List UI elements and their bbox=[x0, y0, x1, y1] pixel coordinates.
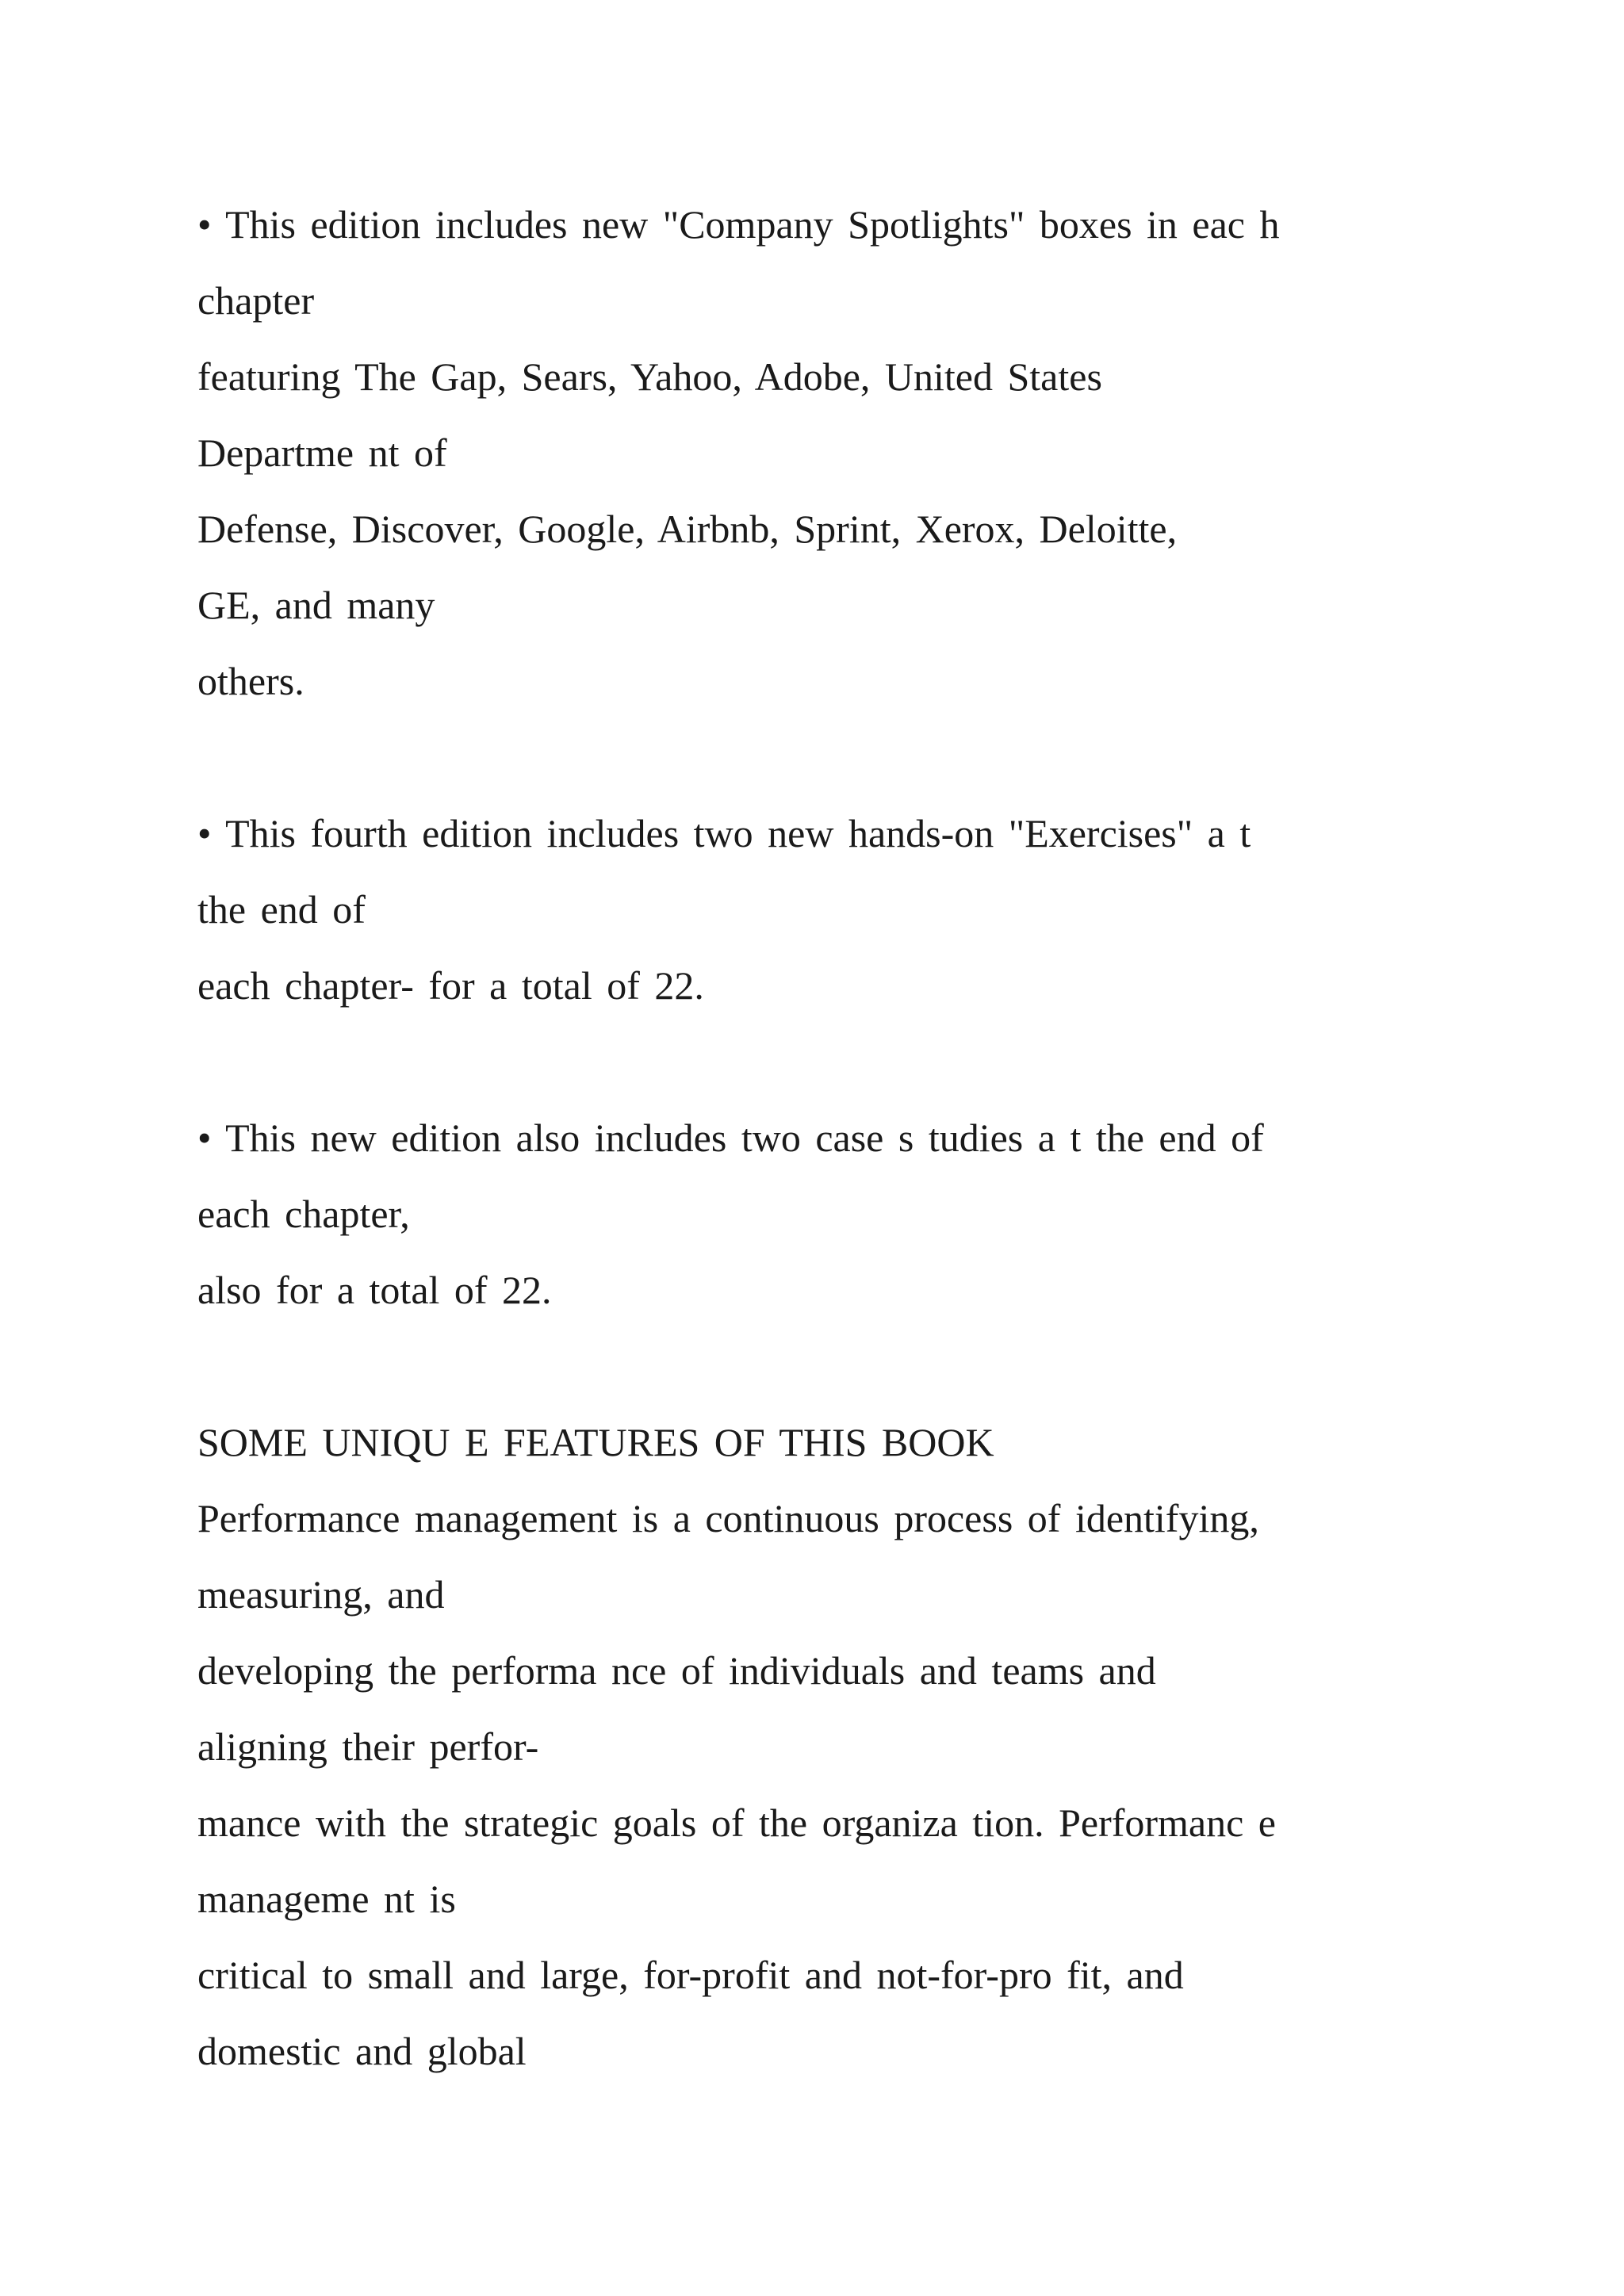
paragraph-spacer bbox=[197, 1024, 1545, 1100]
text-line: domestic and global bbox=[197, 2029, 527, 2073]
text-line: • This edition includes new "Company Spotlights" boxes in eac h bbox=[197, 202, 1280, 247]
paragraph-spacer bbox=[197, 1328, 1545, 1404]
text-line: each chapter, bbox=[197, 1192, 410, 1236]
text-line: manageme nt is bbox=[197, 1877, 456, 1921]
text-line: Performance management is a continuous process of identifying, bbox=[197, 1496, 1259, 1540]
body-paragraph bbox=[197, 1480, 1545, 2089]
text-line: also for a total of 22. bbox=[197, 1268, 552, 1312]
text-line: measuring, and bbox=[197, 1572, 445, 1617]
text-line: Departme nt of bbox=[197, 430, 447, 475]
text-line: others. bbox=[197, 659, 304, 703]
text-line: featuring The Gap, Sears, Yahoo, Adobe, United States bbox=[197, 354, 1102, 399]
bullet-exercises bbox=[197, 795, 1545, 1024]
text-line: Defense, Discover, Google, Airbnb, Sprint, Xerox, Deloitte, bbox=[197, 507, 1178, 551]
text-line: the end of bbox=[197, 887, 366, 932]
text-line: developing the performa nce of individuals and teams and bbox=[197, 1648, 1156, 1693]
text-line: aligning their perfor- bbox=[197, 1724, 539, 1769]
text-line: mance with the strategic goals of the organiza tion. Performanc e bbox=[197, 1800, 1276, 1845]
bullet-spotlights bbox=[197, 186, 1545, 719]
text-line: • This new edition also includes two case s tudies a t the end of bbox=[197, 1115, 1264, 1160]
document-text bbox=[197, 186, 1545, 2089]
bullet-case-studies bbox=[197, 1100, 1545, 1328]
text-line: • This fourth edition includes two new hands-on "Exercises" a t bbox=[197, 811, 1251, 855]
text-line: each chapter- for a total of 22. bbox=[197, 963, 704, 1008]
text-line: chapter bbox=[197, 278, 315, 323]
section-heading: SOME UNIQU E FEATURES OF THIS BOOK bbox=[197, 1420, 994, 1464]
text-line: GE, and many bbox=[197, 583, 435, 627]
text-line: critical to small and large, for-profit and not-for-pro fit, and bbox=[197, 1953, 1184, 1997]
paragraph-spacer bbox=[197, 719, 1545, 795]
